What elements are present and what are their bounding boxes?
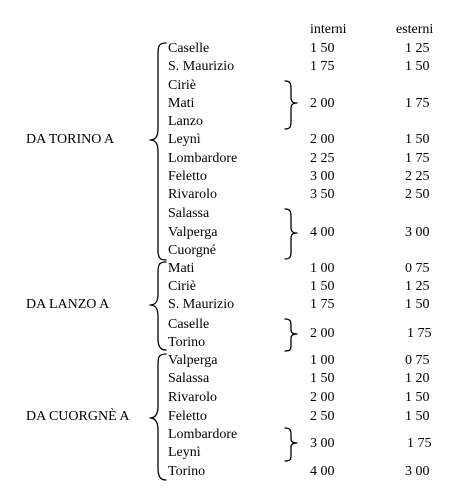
price-interni: 2 00 <box>310 326 335 341</box>
section-brace-cuorgne <box>150 354 166 480</box>
place-name: S. Maurizio <box>168 297 235 312</box>
place-name: Leynì <box>168 132 201 147</box>
price-interni: 3 00 <box>310 436 335 451</box>
place-name: Leynì <box>168 445 201 460</box>
price-interni: 4 00 <box>310 225 335 240</box>
place-name: Cuorgné <box>168 243 216 258</box>
price-esterni: 2 25 <box>405 169 430 184</box>
place-name: Caselle <box>168 317 210 332</box>
column-header-interni: interni <box>310 22 347 37</box>
place-name: Rivarolo <box>168 390 217 405</box>
price-esterni: 0 75 <box>405 261 430 276</box>
place-name: Lanzo <box>168 114 203 129</box>
section-brace-torino <box>150 43 166 260</box>
price-interni: 1 00 <box>310 261 335 276</box>
group-brace-cirie-lanzo <box>285 81 297 129</box>
section-title-torino: DA TORINO A <box>26 132 115 147</box>
place-name: Torino <box>168 464 206 479</box>
group-brace-salassa-cuorgne <box>285 209 297 259</box>
place-name: Lombardore <box>168 427 238 442</box>
price-esterni: 1 50 <box>405 409 430 424</box>
price-esterni: 1 25 <box>405 279 430 294</box>
price-interni: 1 00 <box>310 353 335 368</box>
place-name: Feletto <box>168 409 207 424</box>
place-name: Salassa <box>168 371 210 386</box>
place-name: Lombardore <box>168 151 238 166</box>
price-esterni: 1 50 <box>405 59 430 74</box>
price-interni: 2 00 <box>310 390 335 405</box>
price-interni: 2 50 <box>310 409 335 424</box>
place-name: Ciriè <box>168 279 196 294</box>
price-esterni: 3 00 <box>405 225 430 240</box>
price-esterni: 1 75 <box>405 96 430 111</box>
price-esterni: 2 50 <box>405 187 430 202</box>
column-header-esterni: esterni <box>396 22 434 37</box>
place-name: Caselle <box>168 41 210 56</box>
price-interni: 3 00 <box>310 169 335 184</box>
price-interni: 4 00 <box>310 464 335 479</box>
place-name: Mati <box>168 96 195 111</box>
price-interni: 1 50 <box>310 371 335 386</box>
section-brace-lanzo <box>150 262 166 350</box>
place-name: Mati <box>168 261 195 276</box>
price-esterni: 1 75 <box>407 326 432 341</box>
price-interni: 1 75 <box>310 59 335 74</box>
price-esterni: 3 00 <box>405 464 430 479</box>
price-interni: 1 50 <box>310 41 335 56</box>
section-title-lanzo: DA LANZO A <box>26 297 110 312</box>
price-esterni: 1 50 <box>405 297 430 312</box>
place-name: Ciriè <box>168 78 196 93</box>
place-name: Salassa <box>168 206 210 221</box>
place-name: Valperga <box>168 353 218 368</box>
price-interni: 3 50 <box>310 187 335 202</box>
price-interni: 1 75 <box>310 297 335 312</box>
group-brace-lombardore-leyni <box>285 428 297 461</box>
price-esterni: 1 50 <box>405 390 430 405</box>
price-interni: 2 25 <box>310 151 335 166</box>
place-name: Feletto <box>168 169 207 184</box>
price-esterni: 1 25 <box>405 41 430 56</box>
group-brace-caselle-torino <box>285 319 297 351</box>
price-esterni: 1 75 <box>407 436 432 451</box>
price-esterni: 1 75 <box>405 151 430 166</box>
price-esterni: 0 75 <box>405 353 430 368</box>
place-name: Valperga <box>168 225 218 240</box>
price-interni: 2 00 <box>310 96 335 111</box>
price-interni: 1 50 <box>310 279 335 294</box>
place-name: Rivarolo <box>168 187 217 202</box>
price-esterni: 1 20 <box>405 371 430 386</box>
section-title-cuorgne: DA CUORGNÈ A <box>26 409 130 424</box>
place-name: S. Maurizio <box>168 59 235 74</box>
price-esterni: 1 50 <box>405 132 430 147</box>
price-interni: 2 00 <box>310 132 335 147</box>
place-name: Torino <box>168 335 206 350</box>
